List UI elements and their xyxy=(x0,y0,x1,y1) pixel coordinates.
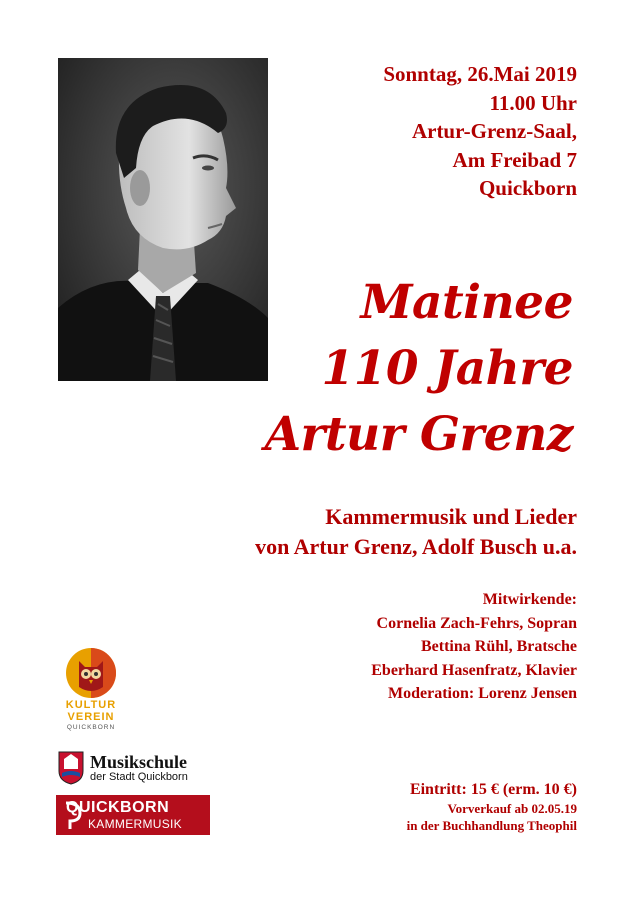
owl-icon xyxy=(65,647,117,699)
presale-date: Vorverkauf ab 02.05.19 xyxy=(447,801,577,816)
performer-item: Cornelia Zach-Fehrs, Sopran xyxy=(376,614,577,632)
event-city: Quickborn xyxy=(478,176,577,200)
program-line-1: Kammermusik und Lieder xyxy=(325,504,577,529)
event-title xyxy=(265,270,573,468)
coat-of-arms-icon xyxy=(58,751,84,785)
kammermusik-logo xyxy=(56,795,210,835)
kulturverein-logo xyxy=(58,647,124,732)
event-date: Sonntag, 26.Mai 2019 xyxy=(383,62,577,86)
musikschule-logo xyxy=(58,750,188,786)
admission-price: Eintritt: 15 € (erm. 10 €) xyxy=(409,781,577,798)
program-description xyxy=(255,502,577,562)
performer-item: Eberhard Hasenfratz, Klavier xyxy=(371,661,577,679)
portrait-photo xyxy=(58,58,268,381)
title-line-1: Matinee xyxy=(360,275,573,330)
title-line-2: 110 Jahre xyxy=(321,341,573,396)
kammermusik-line-1: QUICKBORN xyxy=(66,799,170,816)
event-details xyxy=(383,60,577,203)
title-line-3: Artur Grenz xyxy=(264,407,573,462)
event-address: Am Freibad 7 xyxy=(452,147,577,172)
performers-list xyxy=(371,588,577,706)
performers-heading: Mitwirkende: xyxy=(482,591,577,608)
kulturverein-line-2: VEREIN xyxy=(67,711,115,723)
kulturverein-line-1: KULTUR xyxy=(65,699,117,711)
performer-item: Bettina Rühl, Bratsche xyxy=(421,638,577,655)
admission-info xyxy=(407,780,577,834)
presale-location: in der Buchhandlung Theophil xyxy=(406,818,577,833)
performer-item: Moderation: Lorenz Jensen xyxy=(387,685,577,702)
event-venue: Artur-Grenz-Saal, xyxy=(411,119,577,143)
kammermusik-line-2: KAMMERMUSIK xyxy=(88,817,182,831)
musikschule-subtitle: der Stadt Quickborn xyxy=(90,770,188,783)
event-time: 11.00 Uhr xyxy=(489,90,577,115)
program-line-2: von Artur Grenz, Adolf Busch u.a. xyxy=(255,534,577,559)
kulturverein-line-3: QUICKBORN xyxy=(66,724,116,731)
musikschule-name: Musikschule xyxy=(90,751,188,772)
